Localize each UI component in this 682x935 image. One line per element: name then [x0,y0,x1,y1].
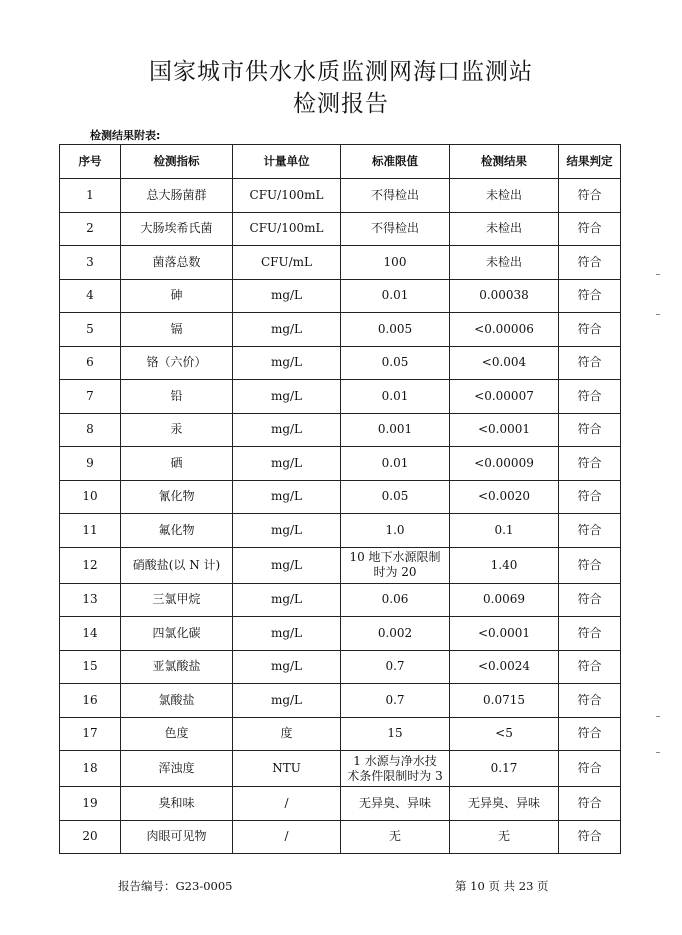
cell-limit: 0.01 [341,380,450,414]
report-subtitle: 检测报告 [293,91,389,117]
cell-unit: mg/L [233,617,341,651]
cell-verdict: 符合 [559,380,621,414]
cell-no: 10 [60,480,121,514]
cell-item: 铅 [121,380,233,414]
cell-no: 20 [60,820,121,854]
cell-verdict: 符合 [559,717,621,751]
cell-no: 1 [60,179,121,213]
cell-no: 9 [60,447,121,481]
cell-result: 0.00038 [450,279,559,313]
cell-item: 汞 [121,413,233,447]
cell-verdict: 符合 [559,480,621,514]
cell-verdict: 符合 [559,787,621,821]
cell-unit: mg/L [233,514,341,548]
cell-unit: CFU/100mL [233,212,341,246]
cell-item: 四氯化碳 [121,617,233,651]
table-row [60,717,621,751]
cell-no: 7 [60,380,121,414]
cell-item: 臭和味 [121,787,233,821]
cell-result: 0.0069 [450,583,559,617]
cell-result: 0.1 [450,514,559,548]
scan-mark [656,752,660,753]
cell-result: 0.17 [450,751,559,787]
cell-result: 1.40 [450,547,559,583]
cell-result: <0.004 [450,346,559,380]
cell-limit: 15 [341,717,450,751]
results-table [59,144,621,854]
cell-limit [341,547,450,583]
cell-result: 0.0715 [450,684,559,718]
table-row [60,751,621,787]
cell-limit: 0.05 [341,346,450,380]
report-number: 报告编号：G23-0005 [118,879,233,893]
cell-limit: 0.7 [341,650,450,684]
cell-result: 未检出 [450,179,559,213]
cell-verdict: 符合 [559,650,621,684]
cell-unit: mg/L [233,346,341,380]
cell-limit: 0.01 [341,279,450,313]
table-header-row [60,145,621,179]
table-row [60,514,621,548]
table-row [60,480,621,514]
cell-item: 硝酸盐(以 N 计) [121,547,233,583]
cell-no: 11 [60,514,121,548]
cell-item: 浑浊度 [121,751,233,787]
cell-limit-line: 10 地下水源限制 [349,550,441,564]
cell-verdict: 符合 [559,246,621,280]
table-row [60,650,621,684]
table-row [60,787,621,821]
report-title: 国家城市供水水质监测网海口监测站 [149,59,533,85]
cell-unit: mg/L [233,650,341,684]
cell-item: 氟化物 [121,514,233,548]
header-limit: 标准限值 [341,145,450,179]
cell-verdict: 符合 [559,820,621,854]
cell-item: 氰化物 [121,480,233,514]
cell-limit: 无 [341,820,450,854]
header-item: 检测指标 [121,145,233,179]
cell-limit: 0.005 [341,313,450,347]
cell-verdict: 符合 [559,447,621,481]
cell-item: 氯酸盐 [121,684,233,718]
cell-item: 镉 [121,313,233,347]
cell-result: <5 [450,717,559,751]
cell-unit: CFU/100mL [233,179,341,213]
table-caption: 检测结果附表: [90,129,161,142]
cell-limit: 不得检出 [341,212,450,246]
cell-item: 硒 [121,447,233,481]
cell-unit: 度 [233,717,341,751]
table-row [60,547,621,583]
table-row [60,246,621,280]
cell-unit: mg/L [233,413,341,447]
scan-mark [656,314,660,315]
cell-limit: 0.06 [341,583,450,617]
cell-item: 色度 [121,717,233,751]
cell-no: 19 [60,787,121,821]
cell-unit: mg/L [233,684,341,718]
cell-no: 6 [60,346,121,380]
cell-verdict: 符合 [559,684,621,718]
cell-unit: / [233,820,341,854]
cell-verdict: 符合 [559,514,621,548]
cell-result: <0.00006 [450,313,559,347]
cell-limit: 0.7 [341,684,450,718]
table-row [60,346,621,380]
cell-item: 总大肠菌群 [121,179,233,213]
table-row [60,380,621,414]
cell-unit: mg/L [233,279,341,313]
cell-no: 8 [60,413,121,447]
cell-no: 18 [60,751,121,787]
cell-limit: 100 [341,246,450,280]
cell-limit [341,751,450,787]
cell-verdict: 符合 [559,617,621,651]
cell-result: <0.00007 [450,380,559,414]
cell-limit-line: 1 水源与净水技 [353,753,437,768]
table-row [60,820,621,854]
table-row [60,583,621,617]
table-row [60,413,621,447]
cell-limit: 不得检出 [341,179,450,213]
table-row [60,279,621,313]
cell-limit: 1.0 [341,514,450,548]
cell-verdict: 符合 [559,212,621,246]
cell-verdict: 符合 [559,179,621,213]
cell-unit: mg/L [233,583,341,617]
cell-limit: 0.001 [341,413,450,447]
page-number: 第 10 页 共 23 页 [455,879,549,893]
cell-unit: NTU [233,751,341,787]
scan-mark [656,716,660,717]
cell-item: 三氯甲烷 [121,583,233,617]
cell-verdict: 符合 [559,313,621,347]
cell-item: 铬（六价） [121,346,233,380]
cell-unit: CFU/mL [233,246,341,280]
cell-no: 5 [60,313,121,347]
cell-item: 砷 [121,279,233,313]
cell-item: 菌落总数 [121,246,233,280]
cell-unit: mg/L [233,313,341,347]
cell-no: 17 [60,717,121,751]
cell-unit: mg/L [233,480,341,514]
table-row [60,684,621,718]
cell-result: <0.00009 [450,447,559,481]
cell-limit-line: 时为 20 [373,565,417,579]
cell-item: 亚氯酸盐 [121,650,233,684]
cell-limit: 0.002 [341,617,450,651]
cell-result: 未检出 [450,246,559,280]
cell-result: 无异臭、异味 [450,787,559,821]
header-result: 检测结果 [450,145,559,179]
table-row [60,617,621,651]
cell-no: 12 [60,547,121,583]
cell-unit: mg/L [233,547,341,583]
cell-verdict: 符合 [559,547,621,583]
cell-no: 16 [60,684,121,718]
header-verdict: 结果判定 [559,145,621,179]
cell-limit: 无异臭、异味 [341,787,450,821]
table-row [60,179,621,213]
cell-result: <0.0001 [450,617,559,651]
table-row [60,313,621,347]
table-row [60,447,621,481]
cell-unit: mg/L [233,380,341,414]
header-no: 序号 [60,145,121,179]
cell-verdict: 符合 [559,583,621,617]
cell-no: 15 [60,650,121,684]
cell-no: 14 [60,617,121,651]
cell-limit-line: 术条件限制时为 3 [347,768,443,783]
cell-no: 3 [60,246,121,280]
cell-result: 无 [450,820,559,854]
cell-result: <0.0020 [450,480,559,514]
cell-verdict: 符合 [559,751,621,787]
cell-unit: mg/L [233,447,341,481]
scan-mark [656,274,660,275]
cell-item: 大肠埃希氏菌 [121,212,233,246]
cell-no: 2 [60,212,121,246]
cell-limit: 0.05 [341,480,450,514]
cell-no: 4 [60,279,121,313]
cell-limit: 0.01 [341,447,450,481]
cell-result: 未检出 [450,212,559,246]
cell-result: <0.0024 [450,650,559,684]
cell-unit: / [233,787,341,821]
cell-result: <0.0001 [450,413,559,447]
cell-verdict: 符合 [559,279,621,313]
table-row [60,212,621,246]
cell-no: 13 [60,583,121,617]
cell-verdict: 符合 [559,346,621,380]
header-unit: 计量单位 [233,145,341,179]
cell-item: 肉眼可见物 [121,820,233,854]
cell-verdict: 符合 [559,413,621,447]
